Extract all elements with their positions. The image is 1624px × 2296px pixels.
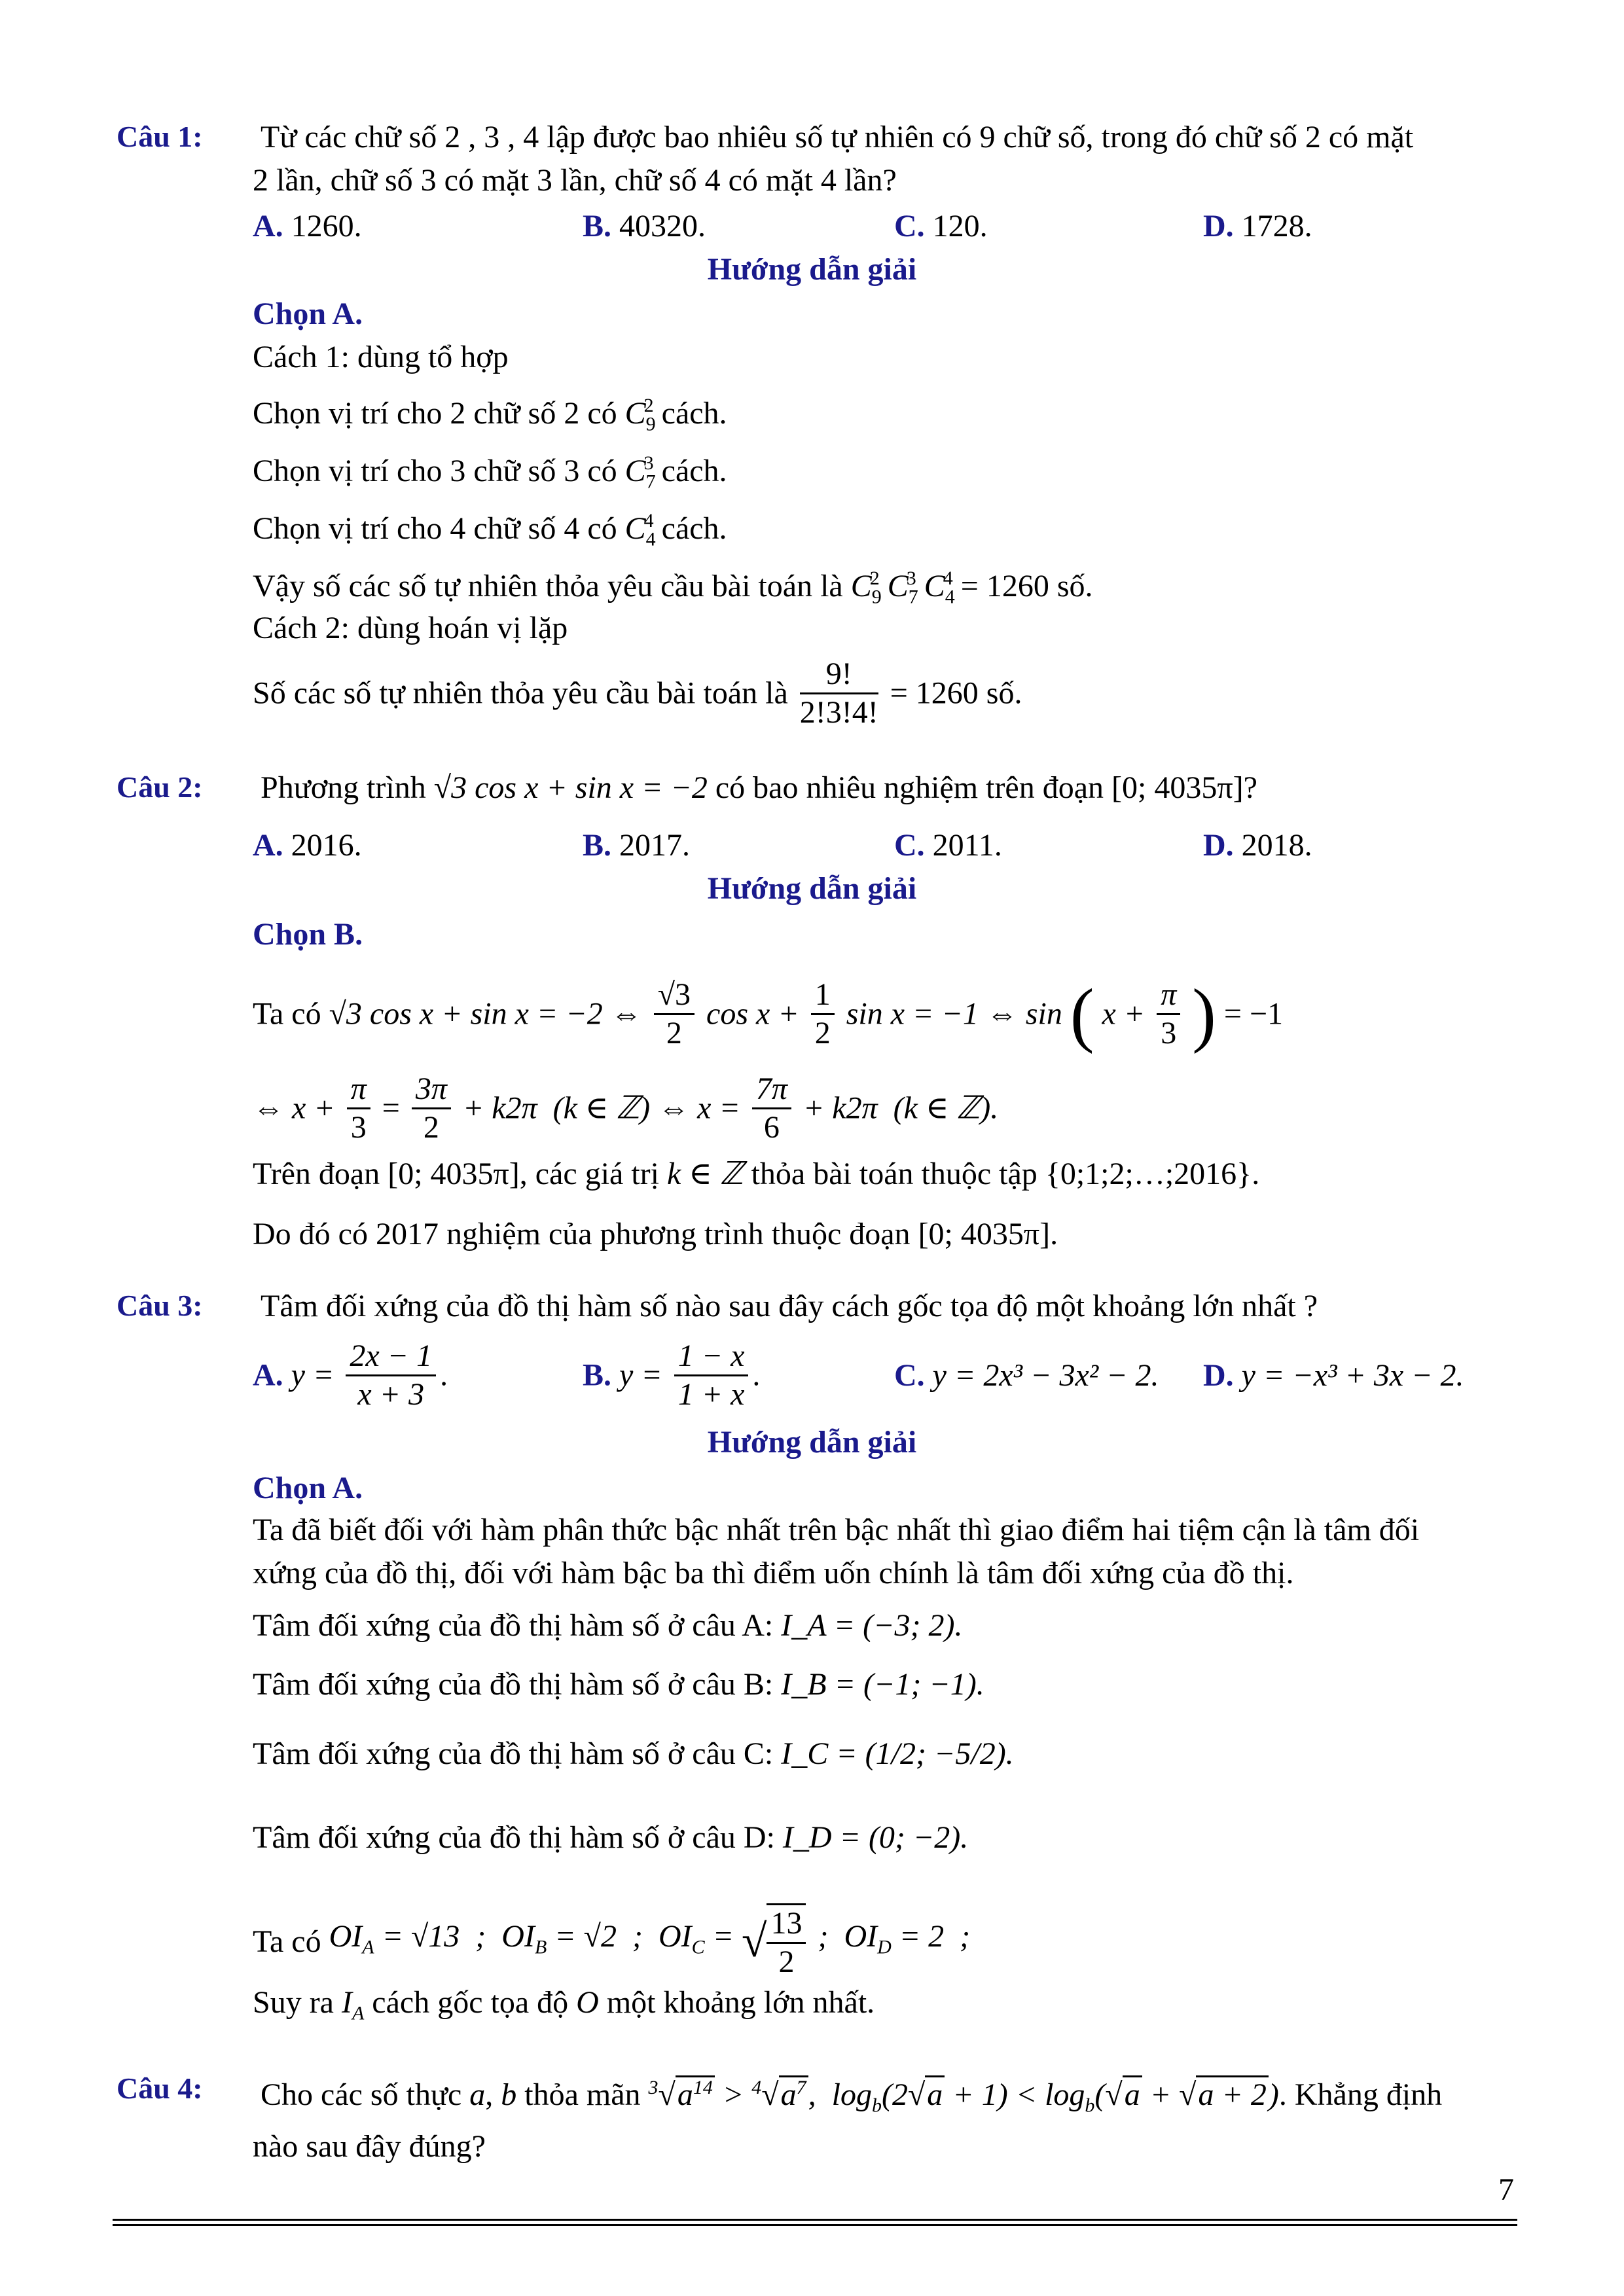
q3-text: Tâm đối xứng của đồ thị hàm số nào sau đây cách gốc tọa độ một khoảng lớn nhất ? — [261, 1289, 1318, 1323]
q1-option-a[interactable]: A. 1260. — [253, 209, 362, 243]
q2-label: Câu 2: — [117, 770, 203, 804]
q3-option-b[interactable]: B. y = $\frac{1 - x}{1 + x}$ . — [583, 1338, 761, 1412]
q1-step1: Chọn vị trí cho 2 chữ số 2 có $C_9^2$ cách. — [253, 395, 727, 435]
q2-answer: Chọn B. — [253, 917, 363, 952]
q3-distances: Ta có $OI_A = √13$ ; $OI_B = √2$ ; $OI_C$ = √ $\frac{13}{2}$ ; $OI_D = 2$ ; — [253, 1903, 970, 1981]
q3-guide-heading: Hướng dẫn giải — [707, 1425, 917, 1460]
q3-option-a[interactable]: A. y = $\frac{2x - 1}{x + 3}$ . — [253, 1338, 448, 1412]
q2-option-b[interactable]: B. 2017. — [583, 828, 691, 863]
q4-text-line1: Cho các số thực a, b thỏa mãn $^3√a^{14} > ^4√a^7$, $\log_b(2√a + 1) < \log_b(√a + √a + 2)$. Khẳng định — [261, 2077, 1443, 2117]
q1-text-line1: Từ các chữ số 2 , 3 , 4 lập được bao nhiêu số tự nhiên có 9 chữ số, trong đó chữ số 2 có mặt — [261, 120, 1414, 154]
q1-option-d[interactable]: D. 1728. — [1203, 209, 1312, 243]
q1-label: Câu 1: — [117, 120, 203, 153]
q3-conclusion: Suy ra $I_A$ cách gốc tọa độ O một khoảng lớn nhất. — [253, 1985, 875, 2024]
q1-answer: Chọn A. — [253, 296, 363, 331]
q2-guide-heading: Hướng dẫn giải — [707, 871, 917, 906]
q2-text: Phương trình √3 cos x + sin x = −2 có bao nhiêu nghiệm trên đoạn [0; 4035π]? — [261, 770, 1257, 805]
footer-rule-top — [113, 2219, 1517, 2221]
q3-option-d[interactable]: D. y = −x³ + 3x − 2. — [1203, 1358, 1464, 1393]
q2-solution-line4: Do đó có 2017 nghiệm của phương trình thuộc đoạn [0; 4035π]. — [253, 1217, 1058, 1251]
q3-paragraph-line2: xứng của đồ thị, đối với hàm bậc ba thì điểm uốn chính là tâm đối xứng của đồ thị. — [253, 1556, 1294, 1590]
q3-center-d: Tâm đối xứng của đồ thị hàm số ở câu D: I_D = (0; −2). — [253, 1820, 969, 1855]
q1-guide-heading: Hướng dẫn giải — [707, 252, 917, 287]
q3-center-b: Tâm đối xứng của đồ thị hàm số ở câu B: I_B = (−1; −1). — [253, 1667, 984, 1702]
q1-step2: Chọn vị trí cho 3 chữ số 3 có $C_7^3$ cách. — [253, 452, 727, 493]
q2-solution-line1: Ta có √3 cos x + sin x = −2 ⇔ $\frac{√3}{2}$ cos x + $\frac{1}{2}$ sin x = −1 ⇔ sin ( x + $\frac{\pi}{3}$ ) = −1 — [253, 974, 1284, 1054]
q1-text-line2: 2 lần, chữ số 3 có mặt 3 lần, chữ số 4 có mặt 4 lần? — [253, 163, 897, 198]
q1-option-b[interactable]: B. 40320. — [583, 209, 706, 243]
q2-option-a[interactable]: A. 2016. — [253, 828, 362, 863]
q1-step3: Chọn vị trí cho 4 chữ số 4 có $C_4^4$ cách. — [253, 510, 727, 550]
q2-solution-line2: ⇔ x + $\frac{\pi}{3}$ = $\frac{3\pi}{2}$ + k2π (k ∈ ℤ) ⇔ x = $\frac{7\pi}{6}$ + k2π (k ∈ ℤ). — [253, 1071, 999, 1145]
q3-center-a: Tâm đối xứng của đồ thị hàm số ở câu A: I_A = (−3; 2). — [253, 1608, 963, 1643]
q1-option-c[interactable]: C. 120. — [894, 209, 988, 243]
q3-label: Câu 3: — [117, 1289, 203, 1322]
q4-text-line2: nào sau đây đúng? — [253, 2129, 486, 2164]
page-number: 7 — [1498, 2172, 1514, 2207]
q3-paragraph-line1: Ta đã biết đối với hàm phân thức bậc nhất trên bậc nhất thì giao điểm hai tiệm cận là tâm đối — [253, 1513, 1420, 1547]
q1-result1: Vậy số các số tự nhiên thỏa yêu cầu bài toán là $C_9^2$ $C_7^3$ $C_4^4 = 1260$ số. — [253, 567, 1093, 608]
footer-rule-bottom — [113, 2224, 1517, 2226]
q1-result2: Số các số tự nhiên thỏa yêu cầu bài toán là $\frac{9!}{2!3!4!}$ = 1260 số. — [253, 656, 1022, 730]
q3-option-c[interactable]: C. y = 2x³ − 3x² − 2. — [894, 1358, 1159, 1393]
q1-method2: Cách 2: dùng hoán vị lặp — [253, 611, 568, 645]
q3-answer: Chọn A. — [253, 1471, 363, 1505]
q1-method1: Cách 1: dùng tổ hợp — [253, 340, 509, 374]
q2-option-c[interactable]: C. 2011. — [894, 828, 1002, 863]
q3-center-c: Tâm đối xứng của đồ thị hàm số ở câu C: I_C = (1/2; −5/2). — [253, 1736, 1014, 1771]
q2-option-d[interactable]: D. 2018. — [1203, 828, 1312, 863]
q2-solution-line3: Trên đoạn [0; 4035π], các giá trị k ∈ ℤ thỏa bài toán thuộc tập {0;1;2;…;2016}. — [253, 1157, 1260, 1191]
q4-label: Câu 4: — [117, 2072, 203, 2105]
